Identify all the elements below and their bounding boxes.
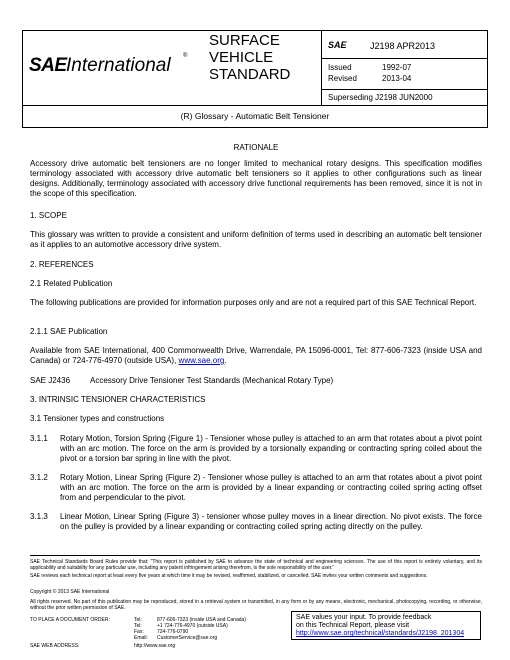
document-info-panel (321, 31, 488, 105)
document-title: (R) Glossary - Automatic Belt Tensioner (22, 106, 488, 128)
rationale-text: Accessory drive automatic belt tensioners are no longer limited to mechanical rotary designs. This specification modifies terminology associated with accessory drive automatic belt tensioners so it applies to other configurations such as linear designs. Additionally, terminology associated with accessory drive functional requirements has been removed, since it is not in the scope of this specification. (30, 159, 482, 198)
footer-rules-text: SAE Technical Standards Board Rules provide that: "This report is published by SAE to advance the state of technical and engineering sciences. The use of this report is entirely voluntary, and its applicability and suitability for any particular use, including any patent infringement arising therefrom, is the sole responsibility of the user." (30, 559, 482, 571)
footer-review-text: SAE reviews each technical report at least every five years at which time it may be revised, reaffirmed, stabilized, or cancelled. SAE invites your written comments and suggestions. (30, 573, 428, 579)
sae-website-link[interactable]: www.sae.org (178, 356, 225, 365)
intrinsic-heading: 3. INTRINSIC TENSIONER CHARACTERISTICS (30, 395, 206, 404)
doc-id-row (322, 31, 488, 59)
footer-rights-text: All rights reserved. No part of this publication may be reproduced, stored in a retrieval system or transmitted, in any form or by any means, electronic, mechanical, photocopying, recording, or otherwise, without the prior written permission of SAE. (30, 599, 482, 611)
dates-row (322, 59, 488, 90)
sae-mini-logo: SAE (328, 40, 347, 50)
rationale-heading: RATIONALE (233, 143, 279, 152)
web-label: SAE WEB ADDRESS: (30, 643, 80, 649)
sae-publication-heading: 2.1.1 SAE Publication (30, 327, 108, 336)
sae-publication-end: . (224, 356, 227, 365)
feedback-line2: on this Technical Report, please visit (296, 622, 410, 629)
feedback-link[interactable]: http://www.sae.org/technical/standards/J2198_201304 (296, 630, 465, 637)
footer-copyright: Copyright © 2013 SAE International (30, 589, 110, 595)
web-value[interactable]: http://www.sae.org (134, 643, 176, 649)
tel2-value: +1 724-776-4970 (outside USA) (157, 623, 228, 629)
scope-heading: 1. SCOPE (30, 211, 67, 220)
standard-type-line2: VEHICLE (209, 49, 274, 66)
j2436-title: Accessory Drive Tensioner Test Standards (Mechanical Rotary Type) (90, 376, 334, 385)
tel-value: 877-606-7323 (inside USA and Canada) (157, 617, 246, 623)
revised-value: 2013-04 (382, 74, 412, 83)
superseding: Superseding J2198 JUN2000 (328, 93, 433, 102)
logo-international-text: International (66, 55, 171, 76)
email-label: Email: (134, 635, 148, 641)
feedback-line1: SAE values your input. To provide feedback (296, 614, 432, 621)
fax-value: 724-776-0790 (157, 629, 189, 635)
issued-label: Issued (328, 63, 352, 72)
revised-label: Revised (328, 74, 357, 83)
related-publication-text: The following publications are provided for information purposes only and are not a required part of this SAE Technical Report. (30, 298, 477, 307)
item-number: 3.1.1 (30, 434, 48, 443)
fax-label: Fax: (134, 629, 144, 635)
sae-logo (23, 31, 195, 105)
related-publication-heading: 2.1 Related Publication (30, 279, 113, 288)
standard-type-line3: STANDARD (209, 66, 291, 83)
references-heading: 2. REFERENCES (30, 260, 94, 269)
item-number: 3.1.2 (30, 473, 48, 482)
tel2-label: Tel: (134, 623, 142, 629)
sae-publication-body: Available from SAE International, 400 Commonwealth Drive, Warrendale, PA 15096-0001, Tel: 877-606-7323 (inside USA and Canada) or 724-776-4970 (outside USA), (30, 346, 482, 365)
registered-mark: ® (183, 53, 188, 59)
doc-id: J2198 APR2013 (370, 41, 436, 51)
footer-divider (30, 555, 480, 556)
email-value[interactable]: CustomerService@sae.org (157, 635, 218, 641)
feedback-box (291, 611, 481, 640)
tensioner-types-heading: 3.1 Tensioner types and constructions (30, 414, 165, 423)
scope-text: This glossary was written to provide a consistent and uniform definition of terms used in describing an automatic belt tensioner as it applies to an automotive accessory drive system. (30, 230, 482, 249)
logo-sae-text: SAE (29, 55, 67, 76)
item-text: Linear Motion, Linear Spring (Figure 3) - tensioner whose pulley moves in a linear direction. No pivot exists. The force on the pulley is provided by a linear expanding or contracting coiled spring acting directly on the pulley. (60, 512, 482, 531)
j2436-number: SAE J2436 (30, 376, 71, 385)
item-number: 3.1.3 (30, 512, 48, 521)
order-label: TO PLACE A DOCUMENT ORDER: (30, 617, 110, 623)
item-text: Rotary Motion, Torsion Spring (Figure 1) - Tensioner whose pulley is attached to an arm that rotates about a pivot point with an arc motion. The force on the arm is provided by a torsionally expanding or contracting spring coiled about the pivot or a torsion bar spring in line with the pivot. (60, 434, 482, 463)
document-header (22, 30, 488, 106)
sae-publication-text (30, 346, 482, 366)
tel-label: Tel: (134, 617, 142, 623)
item-text: Rotary Motion, Linear Spring (Figure 2) - Tensioner whose pulley is attached to an arm that rotates about a pivot point with an arc motion. The force on the arm is provided by a linear expanding or contracting coiled spring acting offset from and perpendicular to the pivot. (60, 473, 482, 502)
standard-type-line1: SURFACE (209, 32, 280, 49)
issued-value: 1992-07 (382, 63, 412, 72)
